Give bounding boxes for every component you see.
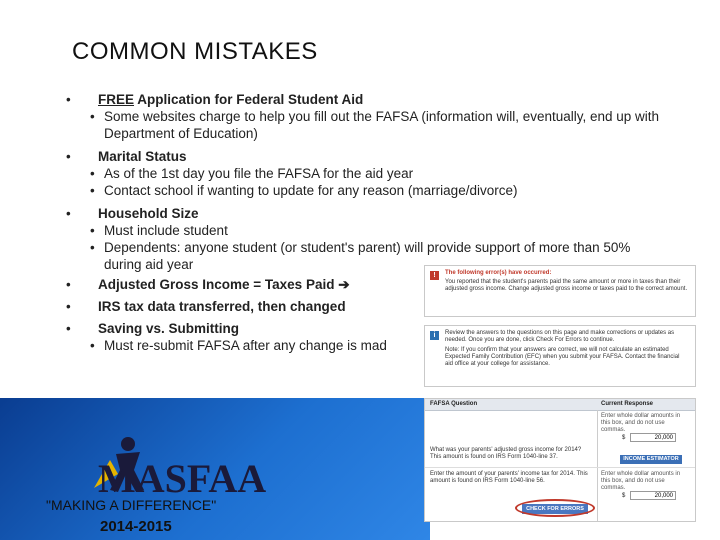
highlight-circle	[515, 499, 595, 517]
hint-tax: Enter whole dollar amounts in this box, and do not use commas.	[601, 471, 681, 491]
column-header-question: FAFSA Question	[430, 401, 478, 407]
list-item: • IRS tax data transferred, then changed	[66, 299, 346, 314]
aid-years: 2014-2015	[100, 518, 172, 535]
list-item: • Household Size	[66, 206, 199, 221]
item-label-rest: Application for Federal Student Aid	[134, 92, 364, 107]
info-text-1: Review the answers to the questions on this page and make corrections or updates as needed. Once you are done, click Check For Errors to continue.	[445, 330, 675, 343]
masfaa-logo	[88, 430, 267, 501]
list-item	[66, 91, 666, 108]
list-item: • Marital Status	[66, 149, 187, 164]
sub-item: • Contact school if wanting to update for any reason (marriage/divorce)	[90, 183, 518, 198]
agi-input[interactable]: 20,000	[630, 433, 676, 442]
error-heading: The following error(s) have occurred:	[445, 270, 552, 276]
info-panel	[424, 325, 696, 387]
fafsa-form: FAFSA Question Current Response What was your parents' adjusted gross income for 2014? This amount is found on IRS Form 1040-line 37. Enter whole dollar amounts in this box, and do not use commas. $ 20,000 INCOME ESTIMATOR Enter the amount of your parents' income tax for 2014. This amount is found on IRS Form 1040-line 56. Enter whole dollar amounts in this box, and do not use commas. $ 20,000 CHECK FOR ERRORS	[424, 398, 696, 522]
sub-item: • Must re-submit FAFSA after any change is mad	[90, 338, 387, 353]
error-text: You reported that the student's parents paid the same amount or more in taxes than their adjusted gross income. Change adjusted gross income or taxes paid to the correct amount.	[445, 279, 688, 292]
hint-agi: Enter whole dollar amounts in this box, and do not use commas.	[601, 413, 681, 433]
slide-title: COMMON MISTAKES	[72, 38, 318, 65]
error-icon: !	[430, 271, 439, 280]
check-for-errors-button[interactable]: CHECK FOR ERRORS	[522, 504, 588, 514]
tax-input[interactable]: 20,000	[630, 491, 676, 500]
sub-item: • Some websites charge to help you fill out the FAFSA (information will, eventually, end up with Department of Education)	[90, 109, 660, 141]
bullet: •	[66, 92, 71, 107]
sub-item: • Dependents: anyone student (or student's parent) will provide support of more than 50% during aid year	[90, 240, 631, 272]
arrow-right-icon: ➔	[338, 277, 350, 292]
info-text-2: Note: If you confirm that your answers are correct, we will not calculate an estimated Expected Family Contribution (EFC) when you submit your FAFSA. Contact the financial aid office at your college for assistance.	[445, 347, 680, 367]
list-item: • Saving vs. Submitting	[66, 321, 240, 336]
info-icon: i	[430, 331, 439, 340]
sub-item: • Must include student	[90, 223, 228, 238]
question-tax: Enter the amount of your parents' income tax for 2014. This amount is found on IRS Form 1040-line 56.	[430, 471, 588, 484]
slogan: "MAKING A DIFFERENCE"	[46, 497, 217, 513]
error-panel	[424, 265, 696, 317]
item-label-free: FREE	[98, 92, 135, 107]
list-item: • Adjusted Gross Income = Taxes Paid ➔	[66, 277, 350, 292]
income-estimator-button[interactable]: INCOME ESTIMATOR	[620, 455, 682, 464]
sub-item: • As of the 1st day you file the FAFSA for the aid year	[90, 166, 414, 181]
logo-text: MASFAA	[98, 456, 267, 501]
column-header-response: Current Response	[601, 401, 654, 407]
question-agi: What was your parents' adjusted gross income for 2014? This amount is found on IRS Form 1040-line 37.	[430, 447, 582, 460]
